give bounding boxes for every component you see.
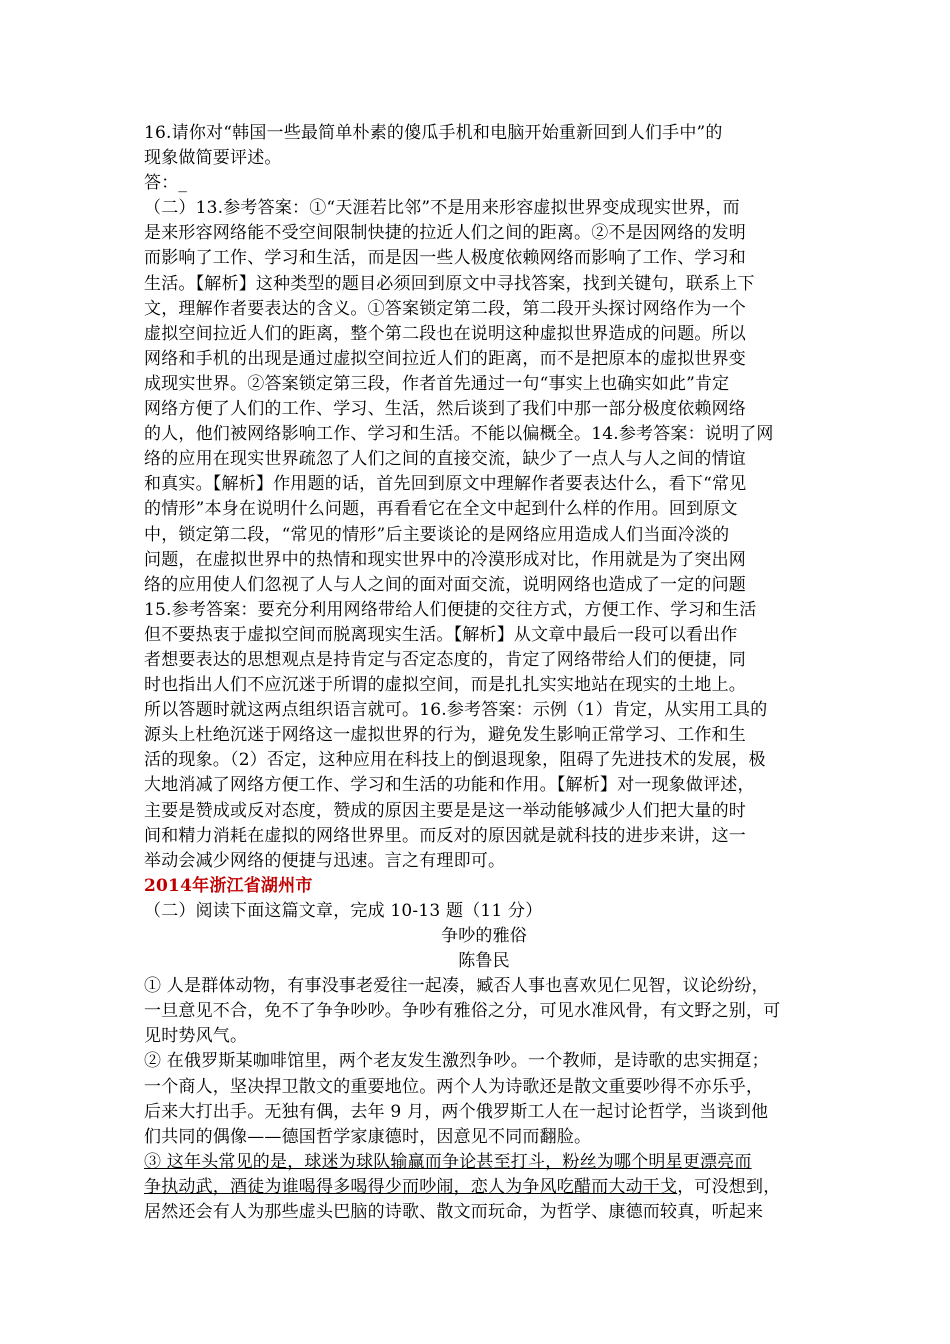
paragraph-line: 见时势风气。 (144, 1026, 248, 1047)
text-line: 中，锁定第二段，“常见的情形”后主要谈论的是网络应用造成人们当面冷淡的 (144, 524, 730, 545)
paragraph-line: 一旦意见不合，免不了争争吵吵。争吵有雅俗之分，可见水准风骨，有文野之别，可 (144, 1001, 781, 1022)
text-line: 者想要表达的思想观点是持肯定与否定态度的，肯定了网络带给人们的便捷，同 (144, 649, 746, 670)
text-line: 但不要热衷于虚拟空间而脱离现实生活。【解析】从文章中最后一段可以看出作 (144, 624, 738, 645)
text-line: 主要是赞成或反对态度，赞成的原因主要是是这一举动能够减少人们把大量的时 (144, 800, 746, 821)
paragraph-line: 一个商人，坚决捍卫散文的重要地位。两个人为诗歌还是散文重要吵得不亦乐乎， (144, 1076, 764, 1097)
paragraph-line: ② 在俄罗斯某咖啡馆里，两个老友发生激烈争吵。一个教师，是诗歌的忠实拥趸； (144, 1051, 769, 1072)
text-line: （二）13.参考答案：①“天涯若比邻”不是用来形容虚拟世界变成现实世界，而 (144, 198, 740, 219)
text-line: 文，理解作者要表达的含义。①答案锁定第二段，第二段开头探讨网络作为一个 (144, 298, 746, 319)
text-line: 活的现象。（2）否定，这种应用在科技上的倒退现象，阻碍了先进技术的发展，极 (144, 750, 766, 771)
text-line: 的人，他们被网络影响工作、学习和生活。不能以偏概全。14.参考答案：说明了网 (144, 424, 774, 445)
text-line: 间和精力消耗在虚拟的网络世界里。而反对的原因就是就科技的进步来讲，这一 (144, 825, 746, 846)
text-line: 15.参考答案：要充分利用网络带给人们便捷的交往方式，方便工作、学习和生活 (144, 599, 757, 620)
text-line: 16.请你对“韩国一些最简单朴素的傻瓜手机和电脑开始重新回到人们手中”的 (144, 123, 723, 143)
question-intro: （二）阅读下面这篇文章，完成 10-13 题（11 分） (144, 900, 543, 921)
text-line: 网络和手机的出现是通过虚拟空间拉近人们的距离，而不是把原本的虚拟世界变 (144, 348, 746, 369)
text-line: 时也指出人们不应沉迷于所谓的虚拟空间，而是扎扎实实地站在现实的土地上。 (144, 675, 746, 696)
underlined-line: ③ 这年头常见的是，球迷为球队输赢而争论甚至打斗，粉丝为哪个明星更漂亮而 (144, 1151, 752, 1172)
article-title: 争吵的雅俗 (441, 926, 527, 946)
text-line: 和真实。【解析】作用题的话，首先回到原文中理解作者要表达什么，看下“常见 (144, 474, 747, 495)
line-tail: ，可没想到， (677, 1176, 781, 1197)
text-line: 现象做简要评述。 (144, 148, 282, 169)
text-line: 问题，在虚拟世界中的热情和现实世界中的冷漠形成对比，作用就是为了突出网 (144, 549, 746, 570)
text-line: 生活。【解析】这种类型的题目必须回到原文中寻找答案，找到关键句，联系上下 (144, 273, 755, 294)
text-line: 是来形容网络能不受空间限制快捷的拉近人们之间的距离。②不是因网络的发明 (144, 223, 746, 244)
text-line: 所以答题时就这两点组织语言就可。16.参考答案：示例（1）肯定，从实用工具的 (144, 700, 768, 721)
text-line: 答：_ (144, 173, 188, 194)
text-line: 的情形”本身在说明什么问题，再看看它在全文中起到什么样的作用。回到原文 (144, 499, 738, 520)
underlined-span: 争执动武，酒徒为谁喝得多喝得少而吵闹，恋人为争风吃醋而大动干戈 (144, 1176, 678, 1197)
paragraph-line: 居然还会有人为那些虚头巴脑的诗歌、散文而玩命，为哲学、康德而较真，听起来 (144, 1202, 764, 1223)
text-line: 络的应用使人们忽视了人与人之间的面对面交流，说明网络也造成了一定的问题 (144, 574, 746, 595)
paragraph-line (144, 1175, 824, 1200)
paragraph-line: 们共同的偶像——德国哲学家康德时，因意见不同而翻脸。 (144, 1126, 592, 1147)
text-line: 而影响了工作、学习和生活，而是因一些人极度依赖网络而影响了工作、学习和 (144, 248, 746, 269)
article-author: 陈鲁民 (458, 951, 510, 972)
text-line: 虚拟空间拉近人们的距离，整个第二段也在说明这种虚拟世界造成的问题。所以 (144, 323, 746, 344)
paragraph-line: ① 人是群体动物，有事没事老爱往一起凑，臧否人事也喜欢见仁见智，议论纷纷， (144, 976, 769, 997)
text-line: 大地消减了网络方便工作、学习和生活的功能和作用。【解析】对一现象做评述， (144, 775, 755, 796)
text-line: 络的应用在现实世界疏忽了人们之间的直接交流，缺少了一点人与人之间的情谊 (144, 449, 746, 470)
text-body (144, 121, 824, 1225)
paragraph-line: 后来大打出手。无独有偶，去年 9 月，两个俄罗斯工人在一起讨论哲学，当谈到他 (144, 1101, 769, 1122)
section-heading: 2014年浙江省湖州市 (144, 875, 313, 896)
text-line: 成现实世界。②答案锁定第三段，作者首先通过一句“事实上也确实如此”肯定 (144, 373, 730, 394)
text-line: 源头上杜绝沉迷于网络这一虚拟世界的行为，避免发生影响正常学习、工作和生 (144, 725, 746, 746)
text-line: 举动会减少网络的便捷与迅速。言之有理即可。 (144, 850, 506, 871)
text-line: 网络方便了人们的工作、学习、生活，然后谈到了我们中那一部分极度依赖网络 (144, 399, 746, 420)
